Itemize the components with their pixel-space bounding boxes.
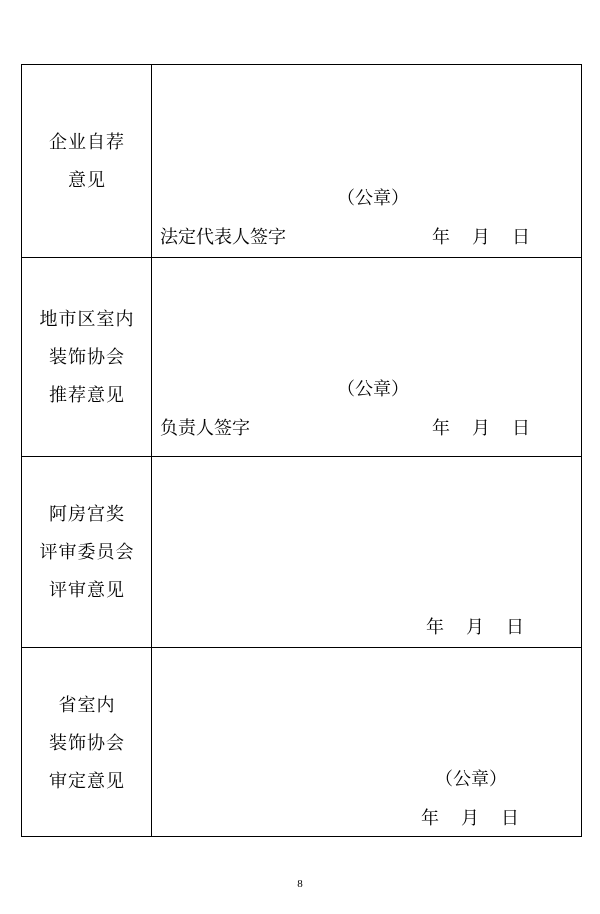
date-year: 年: [432, 418, 450, 439]
seal-text: （公章）: [337, 188, 409, 209]
date-month: 月: [466, 617, 484, 638]
seal-text: （公章）: [337, 379, 409, 400]
date-month: 月: [472, 418, 490, 439]
row-provincial-association-opinion: [22, 647, 581, 836]
date-year: 年: [421, 808, 439, 829]
date-month: 月: [461, 808, 479, 829]
date-day: 日: [512, 227, 530, 248]
row-label-line: 企业自荐: [49, 132, 125, 153]
row-label-line: 评审意见: [49, 580, 125, 601]
opinion-form-table: [21, 64, 582, 837]
row-label-line: 装饰协会: [49, 347, 125, 368]
row-company-opinion: [22, 65, 581, 257]
row-label-line: 评审委员会: [39, 542, 135, 563]
label-cell-company: [22, 65, 152, 257]
signer-label: 法定代表人签字: [160, 227, 286, 248]
row-label-line: 审定意见: [49, 771, 125, 792]
label-cell-regional: [22, 258, 152, 456]
date-day: 日: [501, 808, 519, 829]
row-committee-opinion: [22, 456, 581, 647]
row-label-line: 意见: [68, 170, 106, 191]
row-label-line: 推荐意见: [49, 385, 125, 406]
row-label-line: 阿房宫奖: [49, 504, 125, 525]
label-cell-committee: [22, 457, 152, 647]
label-cell-provincial: [22, 648, 152, 836]
row-label-line: 地市区室内: [39, 309, 135, 330]
row-regional-association-opinion: [22, 257, 581, 456]
seal-text: （公章）: [435, 769, 507, 790]
row-label-line: 装饰协会: [49, 733, 125, 754]
row-label-line: 省室内: [58, 695, 116, 716]
signer-label: 负责人签字: [160, 418, 250, 439]
date-month: 月: [472, 227, 490, 248]
page-number: 8: [297, 878, 303, 890]
date-day: 日: [506, 617, 524, 638]
date-day: 日: [512, 418, 530, 439]
date-year: 年: [426, 617, 444, 638]
date-year: 年: [432, 227, 450, 248]
